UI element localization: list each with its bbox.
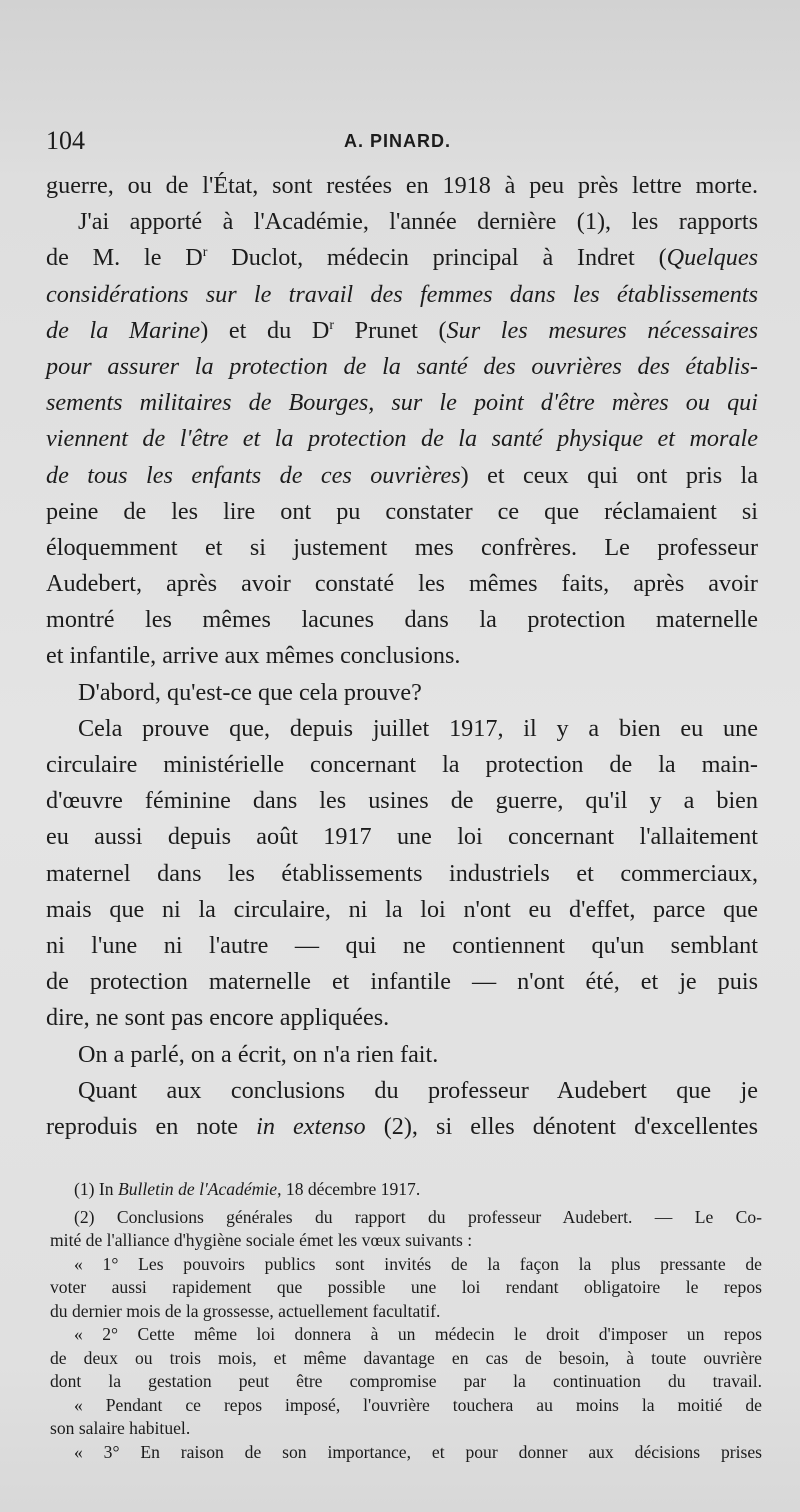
- text-line: Audebert, après avoir constaté les mêmes faits, après avoir: [46, 570, 758, 598]
- text-line: de protection maternelle et infantile — n'ont été, et je puis: [46, 968, 758, 996]
- text-line: sements militaires de Bourges, sur le point d'être mères ou qui: [46, 389, 758, 417]
- footnote-1: (1) In Bulletin de l'Académie, 18 décembre 1917.: [74, 1179, 421, 1199]
- text-line: et infantile, arrive aux mêmes conclusions.: [46, 642, 461, 670]
- footnote-line: (2) Conclusions générales du rapport du professeur Audebert. — Le Co-: [74, 1206, 762, 1227]
- footnote-line: « 2° Cette même loi donnera à un médecin le droit d'imposer un repos: [74, 1324, 762, 1344]
- text-line: eu aussi depuis août 1917 une loi concernant l'allaitement: [46, 823, 758, 851]
- text-line: maternel dans les établissements industriels et commerciaux,: [46, 859, 758, 887]
- text-line: mais que ni la circulaire, ni la loi n'ont eu d'effet, parce que: [46, 895, 758, 923]
- text-line: peine de les lire ont pu constater ce que réclamaient si: [46, 497, 758, 525]
- text-line: D'abord, qu'est-ce que cela prouve?: [78, 678, 422, 706]
- text-line: Quant aux conclusions du professeur Audebert que je: [78, 1076, 758, 1104]
- text-line: viennent de l'être et la protection de la santé physique et morale: [46, 425, 758, 453]
- text-line: de M. le $D^r$ Duclot, médecin principal à Indret (Quelques: [46, 244, 758, 272]
- text-line: On a parlé, on a écrit, on n'a rien fait.: [78, 1040, 439, 1068]
- main-text: [46, 168, 758, 1145]
- footnote-line: « 3° En raison de son importance, et pour donner aux décisions prises: [74, 1441, 762, 1462]
- footnote-line: « 1° Les pouvoirs publics sont invités de la façon la plus pressante de: [74, 1253, 762, 1274]
- text-line: éloquemment et si justement mes confrères. Le professeur: [46, 533, 758, 561]
- text-line: dire, ne sont pas encore appliquées.: [46, 1004, 390, 1032]
- text-line: circulaire ministérielle concernant la protection de la main-: [46, 751, 758, 778]
- text-line: Cela prouve que, depuis juillet 1917, il y a bien eu une: [78, 714, 758, 742]
- text-line: reproduis en note in extenso (2), si elles dénotent d'excellentes: [46, 1112, 758, 1140]
- footnote-line: son salaire habituel.: [50, 1418, 191, 1438]
- footnote-line: mité de l'alliance d'hygiène sociale émet les vœux suivants :: [50, 1230, 473, 1250]
- text-line: pour assurer la protection de la santé des ouvrières des établis-: [46, 352, 758, 380]
- page-header: [46, 126, 756, 160]
- footnote-line: de deux ou trois mois, et même davantage en cas de besoin, à toute ouvrière: [50, 1347, 762, 1368]
- text-line: de tous les enfants de ces ouvrières) et ceux qui ont pris la: [46, 461, 758, 489]
- text-line: montré les mêmes lacunes dans la protection maternelle: [46, 606, 758, 634]
- text-line: considérations sur le travail des femmes dans les établissements: [46, 280, 758, 308]
- footnotes: [50, 1178, 762, 1464]
- text-line: guerre, ou de l'État, sont restées en 1918 à peu près lettre morte.: [46, 172, 758, 199]
- text-line: d'œuvre féminine dans les usines de guerre, qu'il y a bien: [46, 787, 758, 815]
- text-line: de la Marine) et du $D^r$ Prunet (Sur les mesures nécessaires: [46, 316, 758, 344]
- text-line: ni l'une ni l'autre — qui ne contiennent qu'un semblant: [46, 931, 758, 959]
- footnote-line: dont la gestation peut être compromise par la continuation du travail.: [50, 1371, 762, 1391]
- footnote-line: voter aussi rapidement que possible une loi rendant obligatoire le repos: [50, 1277, 762, 1297]
- running-head: A. PINARD.: [344, 131, 452, 151]
- footnote-line: du dernier mois de la grossesse, actuellement facultatif.: [50, 1300, 441, 1321]
- page-number: 104: [46, 126, 85, 155]
- footnote-line: « Pendant ce repos imposé, l'ouvrière touchera au moins la moitié de: [74, 1394, 762, 1415]
- text-line: J'ai apporté à l'Académie, l'année dernière (1), les rapports: [78, 208, 758, 236]
